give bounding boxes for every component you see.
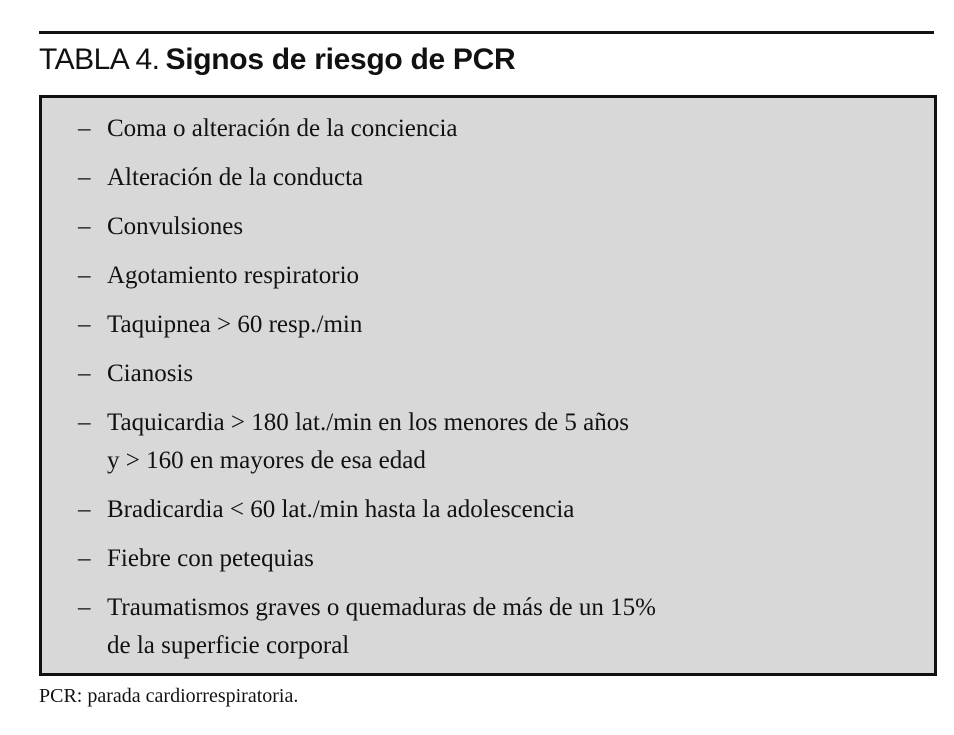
list-item-fiebre	[78, 540, 918, 578]
list-item-text: Cianosis	[107, 360, 194, 387]
list-item-text: Convulsiones	[107, 213, 244, 240]
list-item-text: Fiebre con petequias	[107, 545, 314, 572]
list-item-text-continued: y > 160 en mayores de esa edad	[107, 447, 426, 474]
title-top-rule	[39, 31, 934, 34]
list-item-taquicardia	[78, 404, 918, 480]
list-bullet: –	[78, 545, 91, 572]
list-item-text: Coma o alteración de la conciencia	[107, 115, 458, 142]
list-item-conducta	[78, 159, 918, 197]
list-bullet: –	[78, 213, 91, 240]
list-item-text: Alteración de la conducta	[107, 164, 364, 191]
list-item-text: Traumatismos graves o quemaduras de más de un 15%	[107, 594, 656, 621]
list-bullet: –	[78, 409, 91, 436]
table-title	[39, 40, 515, 80]
risk-signs-box	[39, 95, 937, 676]
list-item-text: Agotamiento respiratorio	[107, 262, 360, 289]
list-item-bradicardia	[78, 491, 918, 529]
list-item-agotamiento	[78, 257, 918, 295]
list-item-traumatismos	[78, 589, 918, 665]
table-footnote: PCR: parada cardiorrespiratoria.	[39, 685, 299, 707]
list-bullet: –	[78, 115, 91, 142]
list-item-cianosis	[78, 355, 918, 393]
list-item-text: Taquicardia > 180 lat./min en los menores de 5 años	[107, 409, 629, 436]
list-item-text: Taquipnea > 60 resp./min	[107, 311, 363, 338]
list-bullet: –	[78, 262, 91, 289]
list-item-convulsiones	[78, 208, 918, 246]
list-item-coma	[78, 110, 918, 148]
list-item-taquipnea	[78, 306, 918, 344]
list-bullet: –	[78, 594, 91, 621]
list-item-text-continued: de la superficie corporal	[107, 632, 350, 659]
list-item-text: Bradicardia < 60 lat./min hasta la adolescencia	[107, 496, 575, 523]
table-heading: Signos de riesgo de PCR	[165, 43, 516, 76]
list-bullet: –	[78, 496, 91, 523]
list-bullet: –	[78, 311, 91, 338]
table-number: TABLA 4.	[39, 43, 160, 76]
list-bullet: –	[78, 360, 91, 387]
list-bullet: –	[78, 164, 91, 191]
